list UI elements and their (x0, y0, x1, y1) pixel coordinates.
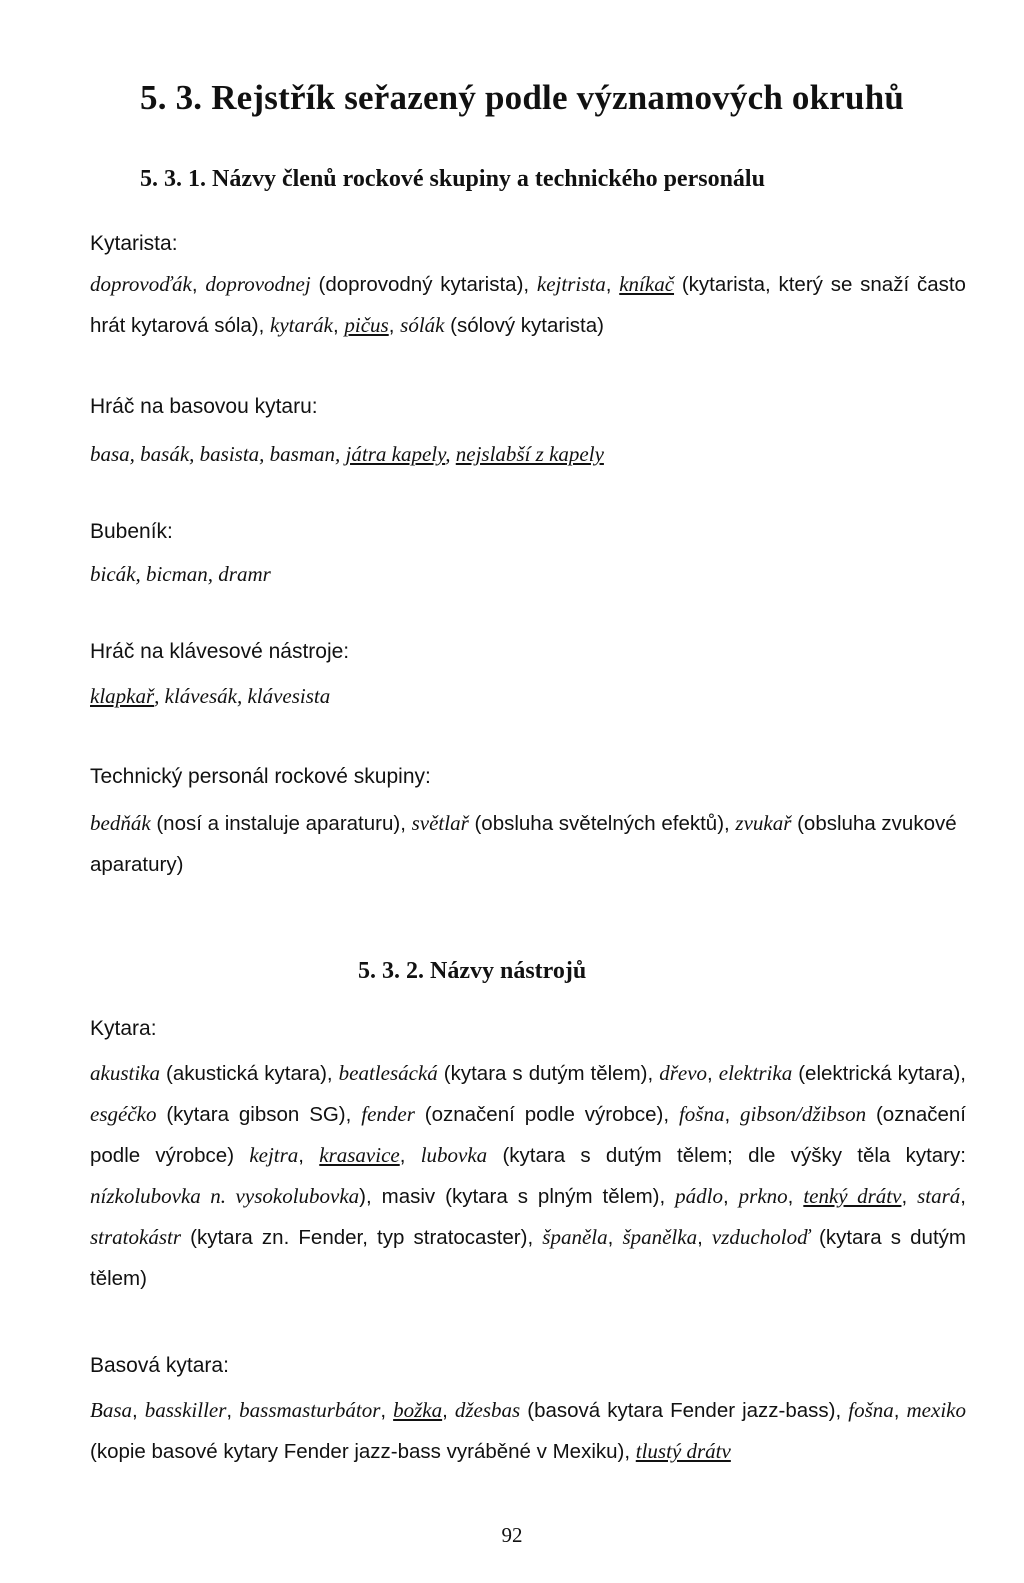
term-entry: pádlo (675, 1184, 723, 1208)
term-entry: kníkač (619, 272, 675, 296)
term-entry: kytarák (270, 313, 333, 337)
term-entry: bassmasturbátor (239, 1398, 381, 1422)
group-label-technical-staff: Technický personál rockové skupiny: (90, 765, 431, 788)
term-entry: fender (361, 1102, 415, 1126)
term-entry: stará (917, 1184, 961, 1208)
term-entry: beatlesácká (338, 1061, 438, 1085)
term-entry: španěla (542, 1225, 608, 1249)
term-entry: akustika (90, 1061, 160, 1085)
gloss-text: , (893, 1399, 907, 1422)
group-terms-drummer (90, 554, 966, 595)
term-entry: gibson/džibson (740, 1102, 867, 1126)
term-entry: basa, basák, basista, basman, (90, 442, 346, 466)
gloss-text: , (960, 1185, 966, 1208)
term-entry: džesbas (454, 1398, 521, 1422)
term-entry: stratokástr (90, 1225, 182, 1249)
gloss-text: (obsluha zvukové aparatury) (90, 812, 957, 876)
gloss-text: , (723, 1185, 739, 1208)
gloss-text: (nosí a instaluje aparaturu), (150, 812, 412, 835)
group-label-guitar: Kytara: (90, 1017, 157, 1040)
gloss-text: (doprovodný kytarista), (310, 273, 537, 296)
term-entry: fošna (678, 1102, 725, 1126)
gloss-text: , (298, 1144, 320, 1167)
group-terms-guitar (90, 1053, 966, 1299)
gloss-text: , (724, 1103, 741, 1126)
gloss-text: , (399, 1144, 421, 1167)
group-terms-guitarist (90, 264, 966, 346)
term-entry: tenký drátv (803, 1184, 902, 1208)
group-terms-bass-guitar (90, 1390, 966, 1472)
term-entry: játra kapely (345, 442, 446, 466)
gloss-text: , (442, 1399, 455, 1422)
term-entry: doprovoďák (90, 272, 192, 296)
gloss-text: (elektrická kytara), (792, 1062, 966, 1085)
term-entry: bicák, bicman, dramr (90, 562, 271, 586)
term-entry: sólák (400, 313, 445, 337)
group-label-bassist: Hráč na basovou kytaru: (90, 395, 318, 418)
term-entry: elektrika (718, 1061, 793, 1085)
term-entry: lubovka (420, 1143, 488, 1167)
page-number: 92 (501, 1523, 523, 1547)
term-entry: prkno (738, 1184, 788, 1208)
term-entry: Basa (90, 1398, 132, 1422)
gloss-text: , (787, 1185, 804, 1208)
gloss-text: (kytara gibson SG), (156, 1103, 362, 1126)
term-entry: božka (393, 1398, 443, 1422)
gloss-text: , (388, 314, 401, 337)
gloss-text: , (901, 1185, 918, 1208)
gloss-text: (kytarista, který se snaží často hrát kytarová sóla), (90, 273, 966, 337)
gloss-text: (kytara s dutým tělem), (437, 1062, 660, 1085)
term-entry: mexiko (906, 1398, 966, 1422)
group-label-drummer: Bubeník: (90, 520, 173, 543)
term-entry: vzducholoď (711, 1225, 810, 1249)
gloss-text: , (226, 1399, 240, 1422)
gloss-text: ), masiv (kytara s plným tělem), (359, 1185, 676, 1208)
gloss-text: (kytara s dutým tělem) (90, 1226, 966, 1290)
term-entry: , klávesák, klávesista (154, 684, 331, 708)
term-entry: klapkař (90, 684, 155, 708)
gloss-text: (sólový kytarista) (444, 314, 604, 337)
gloss-text: (kytara zn. Fender, typ stratocaster), (181, 1226, 543, 1249)
term-entry: španělka (622, 1225, 698, 1249)
term-entry: nejslabší z kapely (455, 442, 604, 466)
group-label-keyboardist: Hráč na klávesové nástroje: (90, 640, 350, 663)
group-terms-technical-staff (90, 803, 966, 885)
term-entry: esgéčko (90, 1102, 157, 1126)
gloss-text: , (380, 1399, 394, 1422)
term-entry: pičus (344, 313, 389, 337)
term-entry: zvukař (735, 811, 792, 835)
term-entry: tlustý drátv (635, 1439, 731, 1463)
gloss-text: (obsluha světelných efektů), (468, 812, 736, 835)
term-entry: dřevo (659, 1061, 708, 1085)
term-entry: basskiller (144, 1398, 227, 1422)
gloss-text: , (132, 1399, 145, 1422)
gloss-text: (akustická kytara), (159, 1062, 339, 1085)
gloss-text: (označení podle výrobce), (414, 1103, 679, 1126)
group-label-guitarist: Kytarista: (90, 232, 178, 255)
group-terms-bassist (90, 434, 966, 475)
page-title: 5. 3. Rejstřík seřazený podle významových okruhů (140, 78, 905, 117)
term-entry: kejtrista (536, 272, 606, 296)
gloss-text: , (333, 314, 345, 337)
term-entry: fošna (848, 1398, 894, 1422)
gloss-text: (basová kytara Fender jazz-bass), (520, 1399, 849, 1422)
gloss-text: (kytara s dutým tělem; dle výšky těla kytary: (487, 1144, 966, 1167)
gloss-text: , (191, 273, 206, 296)
term-entry: , (445, 442, 456, 466)
term-entry: krasavice (319, 1143, 400, 1167)
gloss-text: , (605, 273, 620, 296)
section-heading-instruments: 5. 3. 2. Názvy nástrojů (358, 958, 587, 984)
gloss-text: , (707, 1062, 719, 1085)
gloss-text: (kopie basové kytary Fender jazz-bass vyráběné v Mexiku), (90, 1440, 636, 1463)
group-terms-keyboardist (90, 676, 966, 717)
gloss-text: , (697, 1226, 712, 1249)
term-entry: bedňák (90, 811, 151, 835)
term-entry: světlař (411, 811, 469, 835)
term-entry: kejtra (249, 1143, 299, 1167)
gloss-text: , (607, 1226, 623, 1249)
group-label-bass-guitar: Basová kytara: (90, 1354, 229, 1377)
section-heading-members: 5. 3. 1. Názvy členů rockové skupiny a technického personálu (140, 166, 765, 192)
gloss-text: (označení podle výrobce) (90, 1103, 966, 1167)
term-entry: nízkolubovka n. vysokolubovka (90, 1184, 360, 1208)
term-entry: doprovodnej (205, 272, 311, 296)
